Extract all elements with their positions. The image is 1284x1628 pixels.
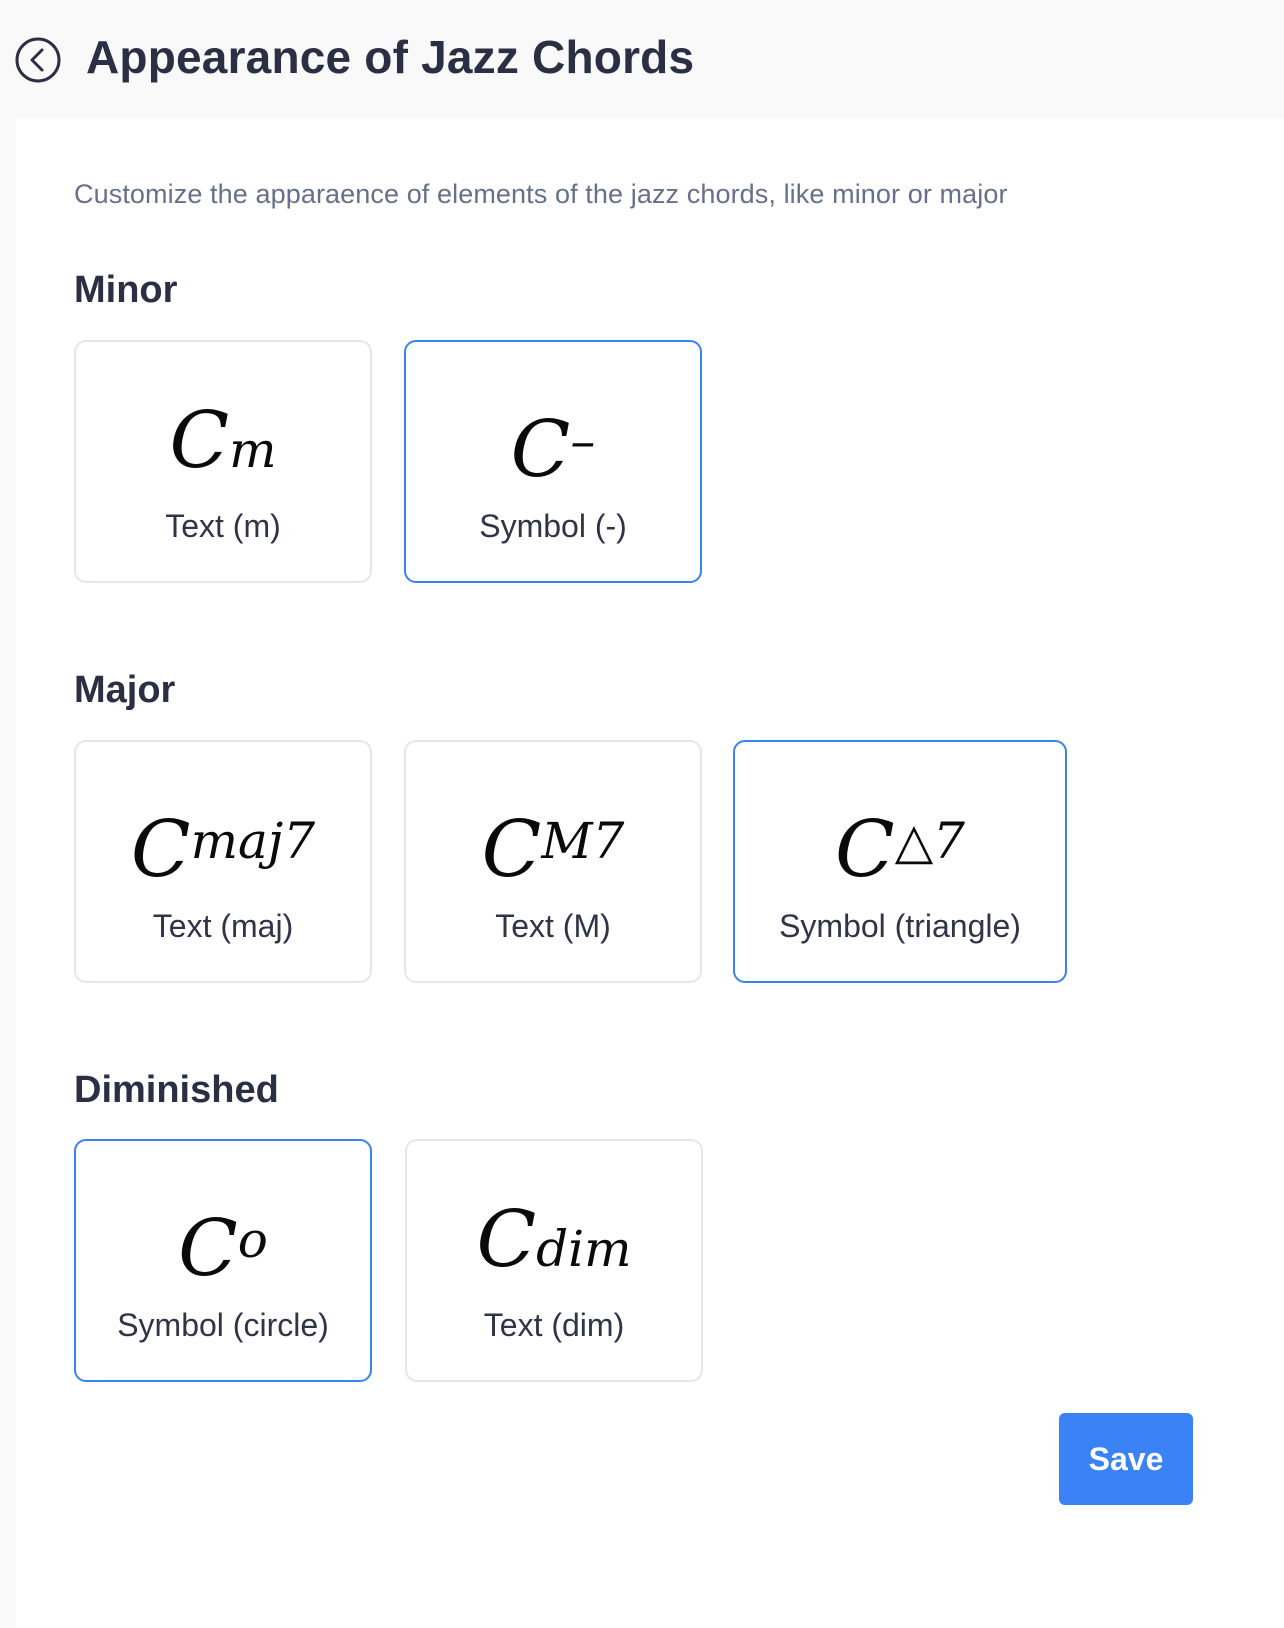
- option-label: Text (m): [165, 508, 281, 544]
- save-button[interactable]: Save: [1059, 1413, 1193, 1505]
- settings-panel: [16, 119, 1284, 1628]
- page-description: Customize the apparaence of elements of the jazz chords, like minor or major: [74, 179, 1008, 209]
- option-diminished-text-dim[interactable]: [405, 1139, 703, 1382]
- option-label: Symbol (circle): [117, 1307, 329, 1343]
- option-minor-symbol-dash[interactable]: [404, 340, 702, 583]
- chevron-left-circle-icon: [15, 37, 61, 83]
- option-label: Text (dim): [483, 1307, 625, 1343]
- chord-preview: C–: [510, 405, 596, 495]
- chord-preview: Cm: [169, 396, 277, 486]
- chord-preview: $C^{\triangle 7}$: [835, 805, 965, 895]
- option-label: Text (M): [495, 908, 611, 944]
- chord-preview: $C^o$: [178, 1204, 268, 1294]
- option-major-text-m[interactable]: [404, 740, 702, 983]
- section-title-major: Major: [74, 669, 176, 711]
- option-major-text-maj[interactable]: [74, 740, 372, 983]
- section-title-diminished: Diminished: [74, 1069, 279, 1111]
- option-diminished-symbol-circle[interactable]: [74, 1139, 372, 1382]
- chord-preview: Cdim: [476, 1195, 632, 1285]
- chord-preview: $C^{M7}$: [481, 805, 625, 895]
- option-major-symbol-triangle[interactable]: [733, 740, 1067, 983]
- page-header: [0, 0, 1284, 120]
- option-label: Symbol (-): [479, 508, 627, 544]
- back-button[interactable]: [15, 37, 61, 83]
- section-title-minor: Minor: [74, 269, 178, 311]
- option-label: Symbol (triangle): [779, 908, 1021, 944]
- chord-preview: $C^{maj7}$: [130, 805, 316, 895]
- option-minor-text-m[interactable]: [74, 340, 372, 583]
- page-title: Appearance of Jazz Chords: [86, 31, 695, 83]
- option-label: Text (maj): [152, 908, 294, 944]
